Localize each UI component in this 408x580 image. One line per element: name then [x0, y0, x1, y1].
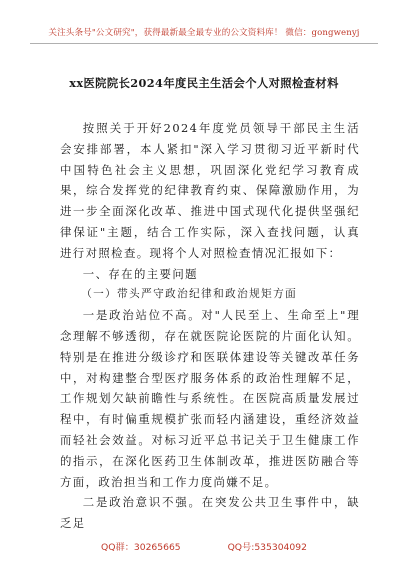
document-body — [60, 118, 360, 534]
header-banner: 关注头条号"公文研究"，获得最新最全最专业的公文资料库！ 微信：gongwenyj — [48, 28, 360, 38]
subsection-heading: （一）带头严守政治纪律和政治规矩方面 — [81, 288, 298, 301]
document-title: xx医院院长2024年度民主生活会个人对照检查材料 — [69, 76, 339, 90]
footer-contact — [0, 539, 408, 553]
footer-qq-group: QQ群：30265665 — [101, 542, 181, 553]
header-divider — [30, 43, 378, 44]
section-heading: 一、存在的主要问题 — [82, 266, 198, 281]
intro-paragraph: 按照关于开好2024年度党员领导干部民主生活会安排部署，本人紧扣"深入学习贯彻习近平新时代中国特色社会主义思想，巩固深化党纪学习教育成果，综合发挥党的纪律教育约束、保障激励作用，为进一步全面深化改革、推进中国式现代化提供坚强纪律保证"主题，结合工作实际，深入查找问题，认真进行对照检查。现将个人对照检查情况汇报如下： — [60, 121, 360, 260]
body-paragraph: 二是政治意识不强。在突发公共卫生事件中，缺乏足 — [60, 495, 360, 531]
body-paragraph: 一是政治站位不高。对"人民至上、生命至上"理念理解不够透彻，存在就医院论医院的片面化认知。特别是在推进分级诊疗和医联体建设等关键改革任务中，对构建整合型医疗服务体系的政治性理解不足，工作规划欠缺前瞻性与系统性。在医院高质量发展过程中，有时偏重规模扩张而轻内涵建设，重经济效益而轻社会效益。对标习近平总书记关于卫生健康工作的指示，在深化医药卫生体制改革，推进医防融合等方面，政治担当和工作力度尚嫌不足。 — [60, 308, 360, 489]
footer-qq-number: QQ号:535304092 — [227, 542, 307, 553]
